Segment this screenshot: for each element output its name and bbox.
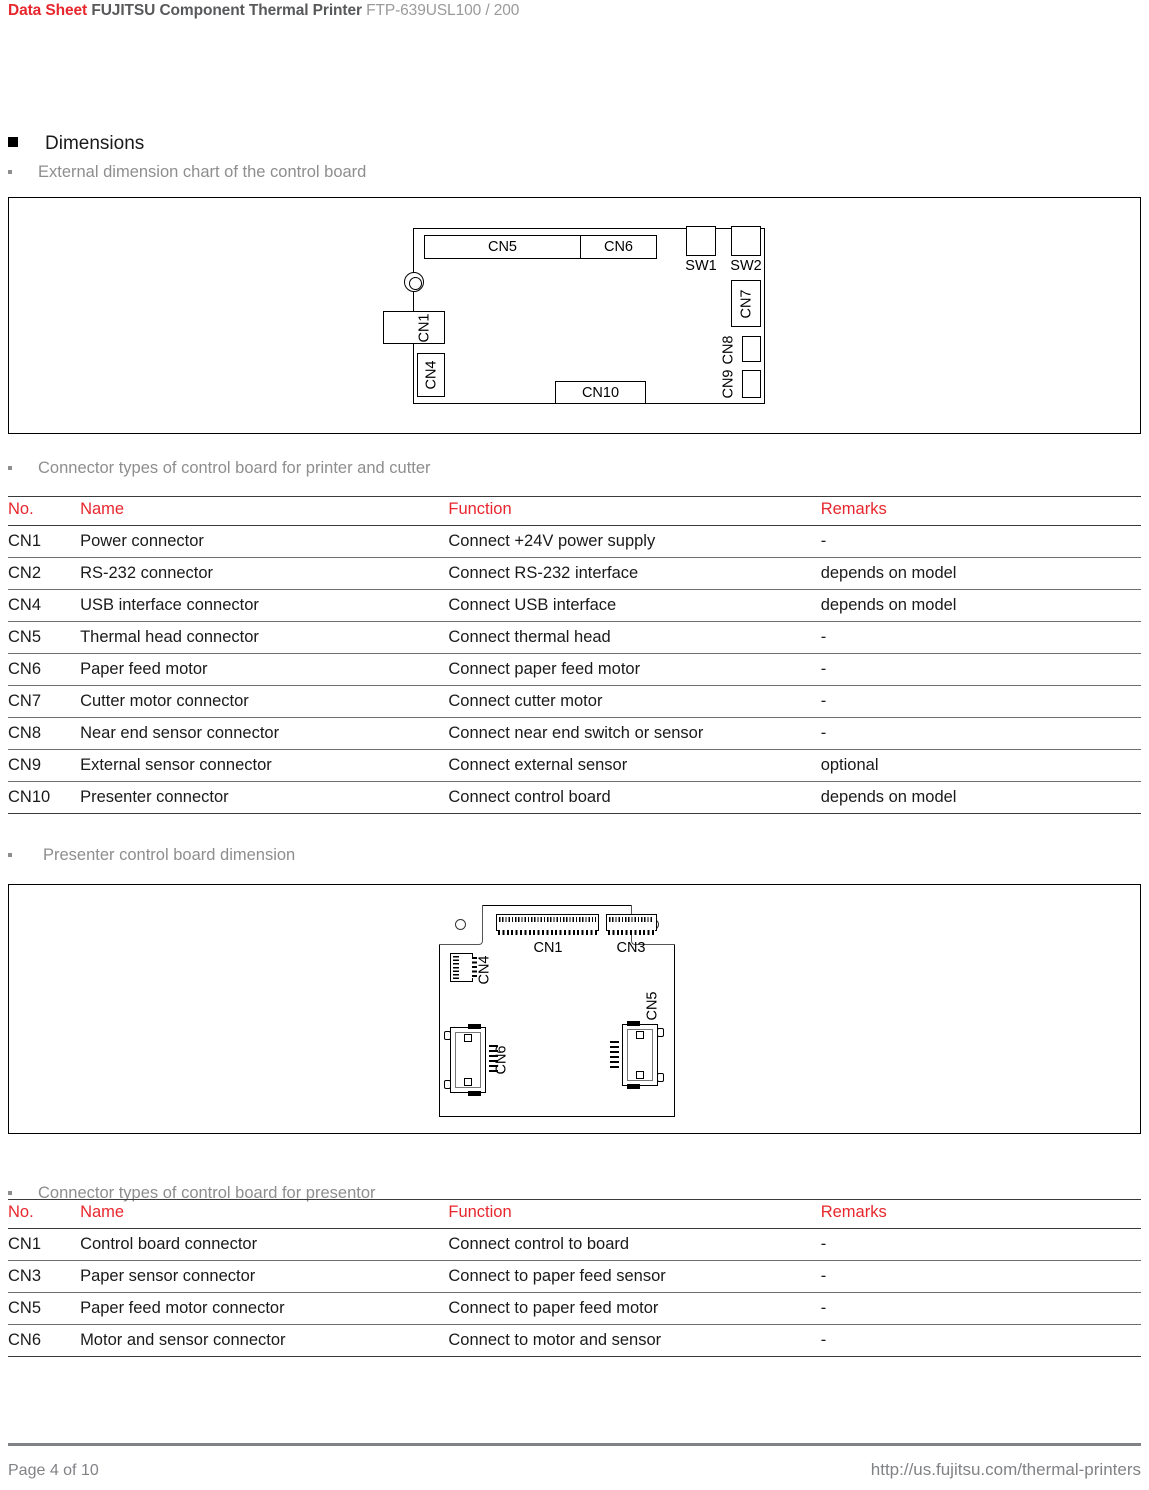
cell-function: Connect RS-232 interface bbox=[448, 558, 820, 590]
cell-remarks: - bbox=[821, 526, 1141, 558]
subheading-presenter-dimension bbox=[8, 846, 295, 865]
cell-function: Connect control to board bbox=[448, 1229, 820, 1261]
connector-cn4 bbox=[417, 353, 445, 397]
dot-bullet-icon bbox=[8, 1191, 12, 1195]
subheading-text: Connector types of control board for printer and cutter bbox=[38, 459, 431, 477]
cell-function: Connect near end switch or sensor bbox=[448, 718, 820, 750]
subheading-text: External dimension chart of the control board bbox=[38, 163, 367, 181]
cell-function: Connect external sensor bbox=[448, 750, 820, 782]
table-row bbox=[8, 686, 1141, 718]
footer-divider bbox=[8, 1443, 1141, 1446]
column-header-name: Name bbox=[80, 497, 448, 526]
connector-cn9 bbox=[742, 370, 761, 398]
cell-name: Near end sensor connector bbox=[80, 718, 448, 750]
table-row bbox=[8, 526, 1141, 558]
cell-name: RS-232 connector bbox=[80, 558, 448, 590]
cell-remarks: - bbox=[821, 654, 1141, 686]
connector-cn6-tab-bottom bbox=[468, 1091, 481, 1096]
mounting-hole-inner bbox=[409, 277, 422, 290]
connector-cn6 bbox=[580, 235, 657, 259]
connector-cn5-tab-bottom bbox=[627, 1084, 640, 1089]
cell-function: Connect control board bbox=[448, 782, 820, 814]
cell-no: CN6 bbox=[8, 654, 80, 686]
table-row bbox=[8, 1293, 1141, 1325]
connector-cn1-label: CN1 bbox=[533, 940, 563, 956]
table-header-row bbox=[8, 497, 1141, 526]
connector-cn8-label-wrap bbox=[717, 335, 739, 365]
column-header-no: No. bbox=[8, 1200, 80, 1229]
page-title bbox=[8, 133, 144, 155]
cell-name: Cutter motor connector bbox=[80, 686, 448, 718]
table-row bbox=[8, 654, 1141, 686]
cell-no: CN9 bbox=[8, 750, 80, 782]
cell-remarks: - bbox=[821, 686, 1141, 718]
cell-remarks: - bbox=[821, 1293, 1141, 1325]
cell-name: Motor and sensor connector bbox=[80, 1325, 448, 1357]
switch-sw2 bbox=[731, 226, 761, 256]
cell-name: Paper feed motor bbox=[80, 654, 448, 686]
connector-cn4-label: CN4 bbox=[423, 360, 440, 390]
connector-cn1-pins bbox=[498, 930, 597, 935]
connector-cn3-pins bbox=[608, 930, 655, 935]
table-row bbox=[8, 558, 1141, 590]
cell-function: Connect USB interface bbox=[448, 590, 820, 622]
cell-remarks: - bbox=[821, 622, 1141, 654]
mounting-hole-left-icon bbox=[455, 919, 466, 930]
presenter-board-outline bbox=[439, 905, 675, 1117]
cell-name: Thermal head connector bbox=[80, 622, 448, 654]
header-product-name: FUJITSU Component Thermal Printer bbox=[91, 2, 362, 19]
cell-no: CN4 bbox=[8, 590, 80, 622]
cell-function: Connect to motor and sensor bbox=[448, 1325, 820, 1357]
table-row bbox=[8, 718, 1141, 750]
connector-cn9-label: CN9 bbox=[720, 369, 737, 399]
table-presentor bbox=[8, 1199, 1141, 1357]
connector-cn10 bbox=[555, 381, 646, 404]
connector-cn5-screw-bottom bbox=[657, 1073, 664, 1082]
cell-name: Control board connector bbox=[80, 1229, 448, 1261]
connector-cn8 bbox=[742, 336, 761, 362]
connector-cn4-contacts bbox=[453, 956, 459, 979]
table-row bbox=[8, 782, 1141, 814]
cell-name: USB interface connector bbox=[80, 590, 448, 622]
cell-function: Connect thermal head bbox=[448, 622, 820, 654]
connector-cn4-label: CN4 bbox=[476, 955, 493, 985]
cell-function: Connect to paper feed motor bbox=[448, 1293, 820, 1325]
connector-cn3-contacts bbox=[609, 917, 654, 922]
cell-function: Connect cutter motor bbox=[448, 686, 820, 718]
connector-cn5-tab-top bbox=[627, 1021, 640, 1026]
subheading-text: Connector types of control board for presentor bbox=[38, 1184, 376, 1202]
connector-cn8-label: CN8 bbox=[720, 335, 737, 365]
dot-bullet-icon bbox=[8, 466, 12, 470]
cell-no: CN7 bbox=[8, 686, 80, 718]
connector-cn6-mount-top bbox=[464, 1034, 472, 1042]
connector-cn1 bbox=[496, 914, 599, 931]
column-header-function: Function bbox=[448, 1200, 820, 1229]
cell-no: CN1 bbox=[8, 1229, 80, 1261]
table-row bbox=[8, 1229, 1141, 1261]
connector-cn1-contacts bbox=[499, 917, 596, 922]
switch-sw1-label: SW1 bbox=[685, 258, 717, 274]
column-header-name: Name bbox=[80, 1200, 448, 1229]
switch-sw1 bbox=[686, 226, 716, 256]
connector-cn5-screw-top bbox=[657, 1028, 664, 1037]
control-board-outline bbox=[413, 228, 765, 404]
subheading-text: Presenter control board dimension bbox=[43, 846, 296, 864]
column-header-function: Function bbox=[448, 497, 820, 526]
connector-cn6-screw-bottom bbox=[444, 1080, 451, 1089]
cell-remarks: - bbox=[821, 1229, 1141, 1261]
header-datasheet-label: Data Sheet bbox=[8, 2, 88, 19]
table-row bbox=[8, 1325, 1141, 1357]
connector-cn6-label: CN6 bbox=[603, 239, 633, 255]
connector-cn7 bbox=[731, 280, 761, 327]
connector-cn4 bbox=[450, 953, 473, 982]
control-board-diagram bbox=[8, 197, 1141, 434]
document-header bbox=[8, 2, 519, 20]
connector-cn1 bbox=[383, 311, 445, 344]
cell-no: CN6 bbox=[8, 1325, 80, 1357]
square-bullet-icon bbox=[8, 137, 18, 147]
cell-name: Power connector bbox=[80, 526, 448, 558]
cell-no: CN2 bbox=[8, 558, 80, 590]
connector-cn5-pins bbox=[610, 1041, 619, 1069]
column-header-remarks: Remarks bbox=[821, 497, 1141, 526]
cell-no: CN5 bbox=[8, 1293, 80, 1325]
connector-cn6 bbox=[444, 1027, 492, 1093]
cell-remarks: depends on model bbox=[821, 782, 1141, 814]
connector-cn6-tab-top bbox=[468, 1024, 481, 1029]
cell-no: CN10 bbox=[8, 782, 80, 814]
switch-sw2-label-wrap bbox=[726, 257, 766, 275]
cell-remarks: - bbox=[821, 1325, 1141, 1357]
cell-remarks: - bbox=[821, 718, 1141, 750]
subheading-connector-types-printer bbox=[8, 459, 431, 478]
connector-cn1-label-wrap bbox=[515, 939, 581, 957]
header-model-number: FTP-639USL100 / 200 bbox=[366, 2, 520, 19]
switch-sw1-label-wrap bbox=[681, 257, 721, 275]
connector-cn5-label: CN5 bbox=[487, 239, 517, 255]
cell-remarks: depends on model bbox=[821, 558, 1141, 590]
connector-cn4-label-wrap bbox=[472, 955, 496, 985]
connector-cn3-label-wrap bbox=[598, 939, 664, 957]
connector-cn6-screw-top bbox=[444, 1031, 451, 1040]
cell-no: CN1 bbox=[8, 526, 80, 558]
column-header-remarks: Remarks bbox=[821, 1200, 1141, 1229]
table-printer-cutter bbox=[8, 496, 1141, 814]
presenter-board-diagram bbox=[8, 884, 1141, 1134]
section-title-text: Dimensions bbox=[45, 133, 145, 154]
cell-name: Presenter connector bbox=[80, 782, 448, 814]
connector-cn6-label: CN6 bbox=[493, 1045, 510, 1075]
connector-cn5-mount-top bbox=[636, 1031, 644, 1039]
cell-name: Paper sensor connector bbox=[80, 1261, 448, 1293]
cell-no: CN3 bbox=[8, 1261, 80, 1293]
cell-function: Connect +24V power supply bbox=[448, 526, 820, 558]
connector-cn6-mount-bottom bbox=[464, 1078, 472, 1086]
table-row bbox=[8, 750, 1141, 782]
mounting-hole-icon bbox=[404, 272, 424, 292]
connector-cn5-label: CN5 bbox=[644, 991, 661, 1021]
connector-cn5 bbox=[424, 235, 581, 259]
cell-function: Connect paper feed motor bbox=[448, 654, 820, 686]
footer-url[interactable]: http://us.fujitsu.com/thermal-printers bbox=[870, 1460, 1141, 1479]
connector-cn5-label-wrap bbox=[640, 992, 664, 1020]
cell-remarks: depends on model bbox=[821, 590, 1141, 622]
cell-name: Paper feed motor connector bbox=[80, 1293, 448, 1325]
cell-no: CN8 bbox=[8, 718, 80, 750]
connector-cn5-mount-bottom bbox=[636, 1071, 644, 1079]
subheading-external-dimension bbox=[8, 163, 366, 182]
cell-remarks: optional bbox=[821, 750, 1141, 782]
connector-cn3-label: CN3 bbox=[616, 940, 646, 956]
table-row bbox=[8, 1261, 1141, 1293]
connector-cn10-label: CN10 bbox=[581, 384, 620, 401]
cell-function: Connect to paper feed sensor bbox=[448, 1261, 820, 1293]
connector-cn3 bbox=[606, 914, 657, 931]
table-row bbox=[8, 622, 1141, 654]
connector-cn9-label-wrap bbox=[717, 369, 739, 399]
table-row bbox=[8, 590, 1141, 622]
cell-no: CN5 bbox=[8, 622, 80, 654]
connector-cn5 bbox=[616, 1024, 664, 1086]
dot-bullet-icon bbox=[8, 853, 12, 857]
cell-remarks: - bbox=[821, 1261, 1141, 1293]
connector-cn1-label: CN1 bbox=[416, 312, 433, 343]
table-header-row bbox=[8, 1200, 1141, 1229]
connector-cn6-label-wrap bbox=[489, 1046, 513, 1074]
cell-name: External sensor connector bbox=[80, 750, 448, 782]
switch-sw2-label: SW2 bbox=[730, 258, 762, 274]
dot-bullet-icon bbox=[8, 170, 12, 174]
connector-cn7-label: CN7 bbox=[738, 288, 755, 319]
footer-page-number: Page 4 of 10 bbox=[8, 1462, 99, 1479]
column-header-no: No. bbox=[8, 497, 80, 526]
